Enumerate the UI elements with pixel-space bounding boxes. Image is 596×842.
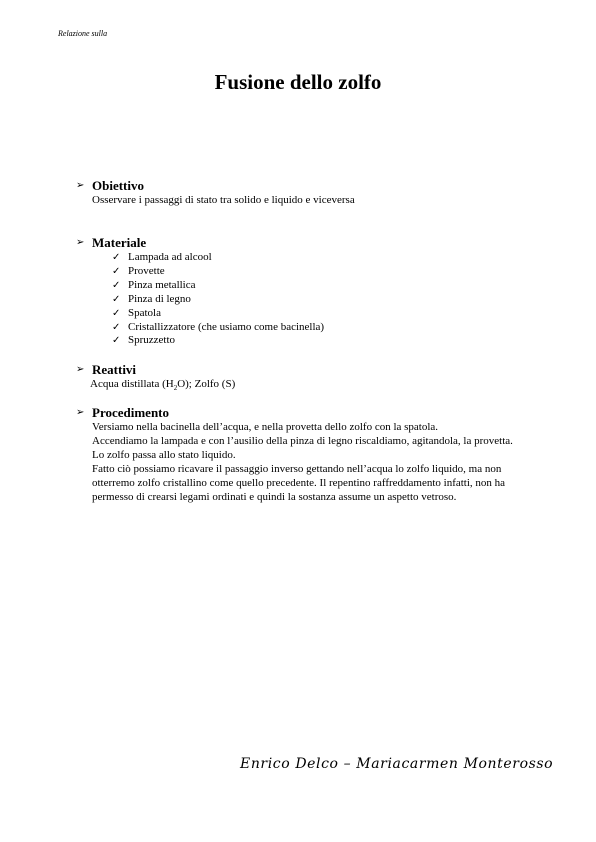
arrow-bullet-icon: ➢ (76, 180, 85, 191)
list-item (112, 265, 324, 279)
check-icon: ✓ (112, 335, 121, 347)
procedure-paragraph: Lo zolfo passa allo stato liquido. (92, 448, 236, 461)
arrow-bullet-icon: ➢ (76, 237, 85, 248)
section-procedure (76, 405, 532, 504)
list-item-label: Spruzzetto (128, 334, 176, 347)
list-item (112, 251, 324, 265)
section-heading-reagents: Reattivi (92, 362, 137, 377)
signature: Enrico Delco – Mariacarmen Monterosso (240, 756, 554, 772)
list-item-label: Cristallizzatore (che usiamo come bacinella) (128, 320, 325, 333)
objective-text: Osservare i passaggi di stato tra solido e liquido e viceversa (92, 194, 355, 206)
check-icon: ✓ (112, 279, 121, 291)
header-note: Relazione sulla (58, 29, 108, 38)
reagents-text (90, 378, 235, 396)
list-item (112, 321, 324, 335)
list-item (112, 307, 324, 321)
reagents-subscript: 2 (173, 384, 178, 393)
procedure-paragraph: Versiamo nella bacinella dell’acqua, e nella provetta dello zolfo con la spatola. (92, 421, 439, 433)
list-item-label: Lampada ad alcool (128, 251, 212, 263)
list-item (112, 334, 324, 348)
section-heading-procedure: Procedimento (92, 405, 170, 420)
reagents-text-after: O); Zolfo (S) (177, 378, 236, 390)
section-head (76, 362, 235, 378)
section-heading-materials: Materiale (92, 235, 147, 250)
list-item-label: Spatola (128, 306, 161, 319)
list-item-label: Pinza metallica (128, 278, 196, 291)
materials-list (112, 251, 324, 348)
arrow-bullet-icon: ➢ (76, 407, 85, 418)
list-item-label: Provette (128, 264, 165, 277)
procedure-text (92, 421, 532, 504)
procedure-paragraph: Accendiamo la lampada e con l’ausilio della pinza di legno riscaldiamo, agitandola, la provetta. (92, 434, 513, 447)
reagents-text-before: Acqua distillata (H (90, 378, 174, 390)
procedure-paragraph: Fatto ciò possiamo ricavare il passaggio inverso gettando nell’acqua lo zolfo liquido, ma non otterremo zolfo cristallino come quello precedente. Il repentino raffreddamento infatti, non ha permesso di crearsi legami ordinati e quindi la sostanza assume un aspetto vetroso. (92, 462, 506, 503)
check-icon: ✓ (112, 293, 121, 305)
section-heading-objective: Obiettivo (92, 178, 144, 193)
section-head (76, 235, 324, 251)
check-icon: ✓ (112, 252, 121, 263)
check-icon: ✓ (112, 265, 121, 277)
list-item (112, 293, 324, 307)
page-title: Fusione dello zolfo (214, 70, 382, 94)
list-item (112, 279, 324, 293)
section-head (76, 178, 355, 194)
check-icon: ✓ (112, 321, 121, 333)
section-materials (76, 235, 324, 348)
section-head (76, 405, 532, 421)
section-reagents (76, 362, 235, 396)
section-objective (76, 178, 355, 208)
arrow-bullet-icon: ➢ (76, 364, 85, 375)
list-item-label: Pinza di legno (128, 292, 191, 305)
check-icon: ✓ (112, 307, 121, 319)
